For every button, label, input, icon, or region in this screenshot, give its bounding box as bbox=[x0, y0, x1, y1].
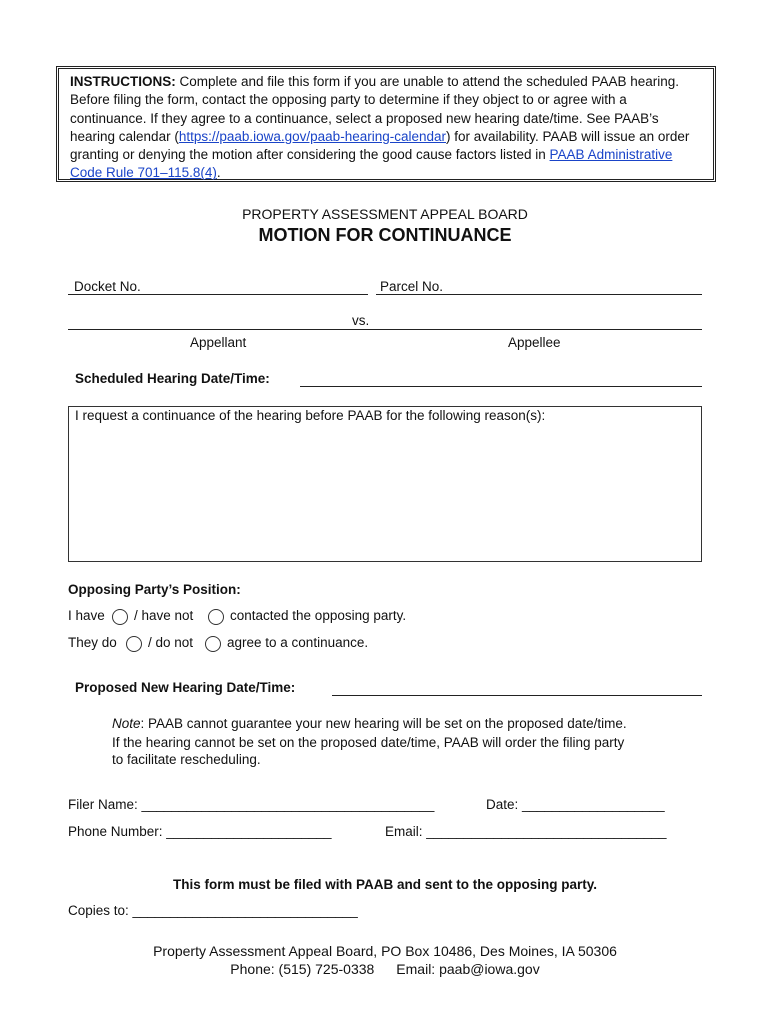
instructions-text-3: . bbox=[216, 165, 221, 181]
do-not-label: / do not bbox=[148, 635, 194, 650]
appellee-label: Appellee bbox=[508, 335, 561, 350]
reason-textbox[interactable] bbox=[68, 406, 702, 562]
instructions-text-2: ) for availability. PAAB will issue an order granting or denying the motion after considering the good cause factors listed in bbox=[70, 128, 690, 163]
have-radio[interactable] bbox=[112, 609, 128, 625]
note-line-3: to facilitate rescheduling. bbox=[112, 752, 261, 767]
footer-email: Email: paab@iowa.gov bbox=[396, 961, 540, 977]
note-line-2: If the hearing cannot be set on the proposed date/time, PAAB will order the filing party bbox=[112, 735, 625, 750]
footer-contact bbox=[0, 961, 770, 977]
email-field[interactable]: Email: ________________________________ bbox=[385, 824, 667, 839]
parcel-line[interactable] bbox=[376, 294, 702, 295]
copies-to-field[interactable]: Copies to: ______________________________ bbox=[68, 903, 358, 918]
proposed-hearing-label: Proposed New Hearing Date/Time: bbox=[75, 680, 296, 695]
admin-code-rule-link[interactable]: PAAB Administrative Code Rule 701–115.8(4) bbox=[70, 147, 673, 181]
agree-text: agree to a continuance. bbox=[227, 635, 369, 650]
opposing-party-heading: Opposing Party’s Position: bbox=[68, 582, 241, 597]
do-radio[interactable] bbox=[126, 636, 142, 652]
do-prefix: They do bbox=[68, 635, 117, 650]
instructions-text-1: Complete and file this form if you are unable to attend the scheduled PAAB hearing. Before filing the form, contact the opposing party to determine if they object to or agree with a continuance. If they agree to a continuance, select a proposed new hearing date/time. See PAAB’s hearing calendar ( bbox=[70, 74, 680, 144]
docket-line[interactable] bbox=[68, 294, 368, 295]
filer-name-field[interactable]: Filer Name: _______________________________________ bbox=[68, 797, 435, 812]
contacted-text: contacted the opposing party. bbox=[230, 608, 407, 623]
have-not-radio[interactable] bbox=[208, 609, 224, 625]
note-line-1 bbox=[112, 716, 627, 731]
note-label: Note bbox=[112, 716, 141, 731]
footer-phone: Phone: (515) 725-0338 bbox=[230, 961, 375, 977]
hearing-calendar-link[interactable]: https://paab.iowa.gov/paab-hearing-calendar bbox=[178, 128, 447, 144]
date-field[interactable]: Date: ___________________ bbox=[486, 797, 665, 812]
vs-label: vs. bbox=[352, 313, 370, 328]
phone-number-field[interactable]: Phone Number: ______________________ bbox=[68, 824, 332, 839]
have-not-label: / have not bbox=[134, 608, 194, 623]
do-not-radio[interactable] bbox=[205, 636, 221, 652]
form-title: MOTION FOR CONTINUANCE bbox=[258, 225, 512, 245]
instructions-heading: INSTRUCTIONS: bbox=[70, 74, 176, 89]
reason-prompt: I request a continuance of the hearing before PAAB for the following reason(s): bbox=[75, 408, 546, 423]
scheduled-hearing-label: Scheduled Hearing Date/Time: bbox=[75, 371, 270, 386]
instructions-box bbox=[56, 66, 716, 182]
filing-notice: This form must be filed with PAAB and sent to the opposing party. bbox=[172, 877, 597, 892]
parties-line[interactable] bbox=[68, 329, 702, 330]
note-text-1: : PAAB cannot guarantee your new hearing will be set on the proposed date/time. bbox=[140, 716, 627, 731]
footer-address: Property Assessment Appeal Board, PO Box 10486, Des Moines, IA 50306 bbox=[153, 943, 617, 959]
have-prefix: I have bbox=[68, 608, 105, 623]
proposed-hearing-line[interactable] bbox=[332, 695, 702, 696]
parcel-label: Parcel No. bbox=[380, 279, 444, 294]
board-name: PROPERTY ASSESSMENT APPEAL BOARD bbox=[242, 206, 528, 222]
scheduled-hearing-line[interactable] bbox=[300, 386, 702, 387]
docket-label: Docket No. bbox=[74, 279, 141, 294]
appellant-label: Appellant bbox=[190, 335, 247, 350]
